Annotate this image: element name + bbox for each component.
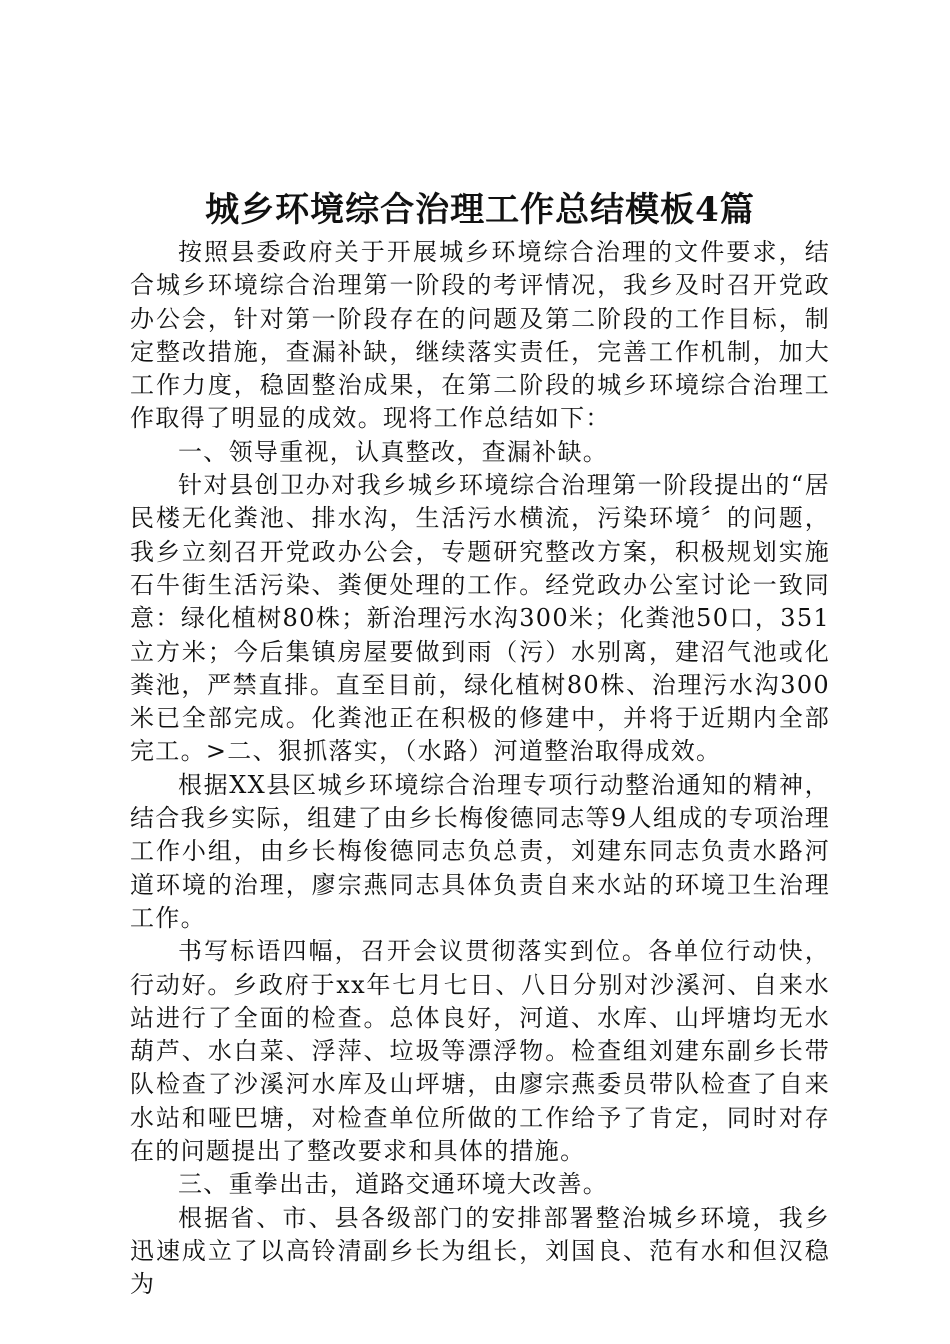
paragraph-intro: 按照县委政府关于开展城乡环境综合治理的文件要求，结合城乡环境综合治理第一阶段的考评情况，我乡及时召开党政办公会，针对第一阶段存在的问题及第二阶段的工作目标，制定整改措施，查漏补缺，继续落实责任，完善工作机制，加大工作力度，稳固整治成果，在第二阶段的城乡环境综合治理工作取得了明显的成效。现将工作总结如下： <box>130 238 830 433</box>
document-body <box>130 236 830 1302</box>
section-heading-3: 三、重拳出击，道路交通环境大改善。 <box>178 1170 609 1199</box>
paragraph-inspection: 书写标语四幅，召开会议贯彻落实到位。各单位行动快，行动好。乡政府于xx年七月七日、八日分别对沙溪河、自来水站进行了全面的检查。总体良好，河道、水库、山坪塘均无水葫芦、水白菜、浮萍、垃圾等漂浮物。检查组刘建东副乡长带队检查了沙溪河水库及山坪塘，由廖宗燕委员带队检查了自来水站和哑巴塘，对检查单位所做的工作给予了肯定，同时对存在的问题提出了整改要求和具体的措施。 <box>130 937 830 1166</box>
paragraph-section-2: 根据XX县区城乡环境综合治理专项行动整治通知的精神，结合我乡实际，组建了由乡长梅俊德同志等9人组成的专项治理工作小组，由乡长梅俊德同志负总责，刘建东同志负责水路河道环境的治理，廖宗燕同志具体负责自来水站的环境卫生治理工作。 <box>130 770 830 932</box>
paragraph-section-1: 针对县创卫办对我乡城乡环境综合治理第一阶段提出的“居民楼无化粪池、排水沟，生活污水横流，污染环境〞的问题，我乡立刻召开党政办公会，专题研究整改方案，积极规划实施石牛街生活污染、粪便处理的工作。经党政办公室讨论一致同意：绿化植树80株；新治理污水沟300米；化粪池50口，351立方米；今后集镇房屋要做到雨（污）水别离，建沼气池或化粪池，严禁直排。直至目前，绿化植树80株、治理污水沟300米已全部完成。化粪池正在积极的修建中，并将于近期内全部完工。>二、狠抓落实，（水路）河道整治取得成效。 <box>130 471 830 766</box>
paragraph-section-3: 根据省、市、县各级部门的安排部署整治城乡环境，我乡迅速成立了以高铃清副乡长为组长，刘国良、范有水和但汉稳为 <box>130 1203 830 1299</box>
section-heading-1: 一、领导重视，认真整改，查漏补缺。 <box>178 437 609 466</box>
document-title: 城乡环境综合治理工作总结模板4篇 <box>205 190 755 230</box>
